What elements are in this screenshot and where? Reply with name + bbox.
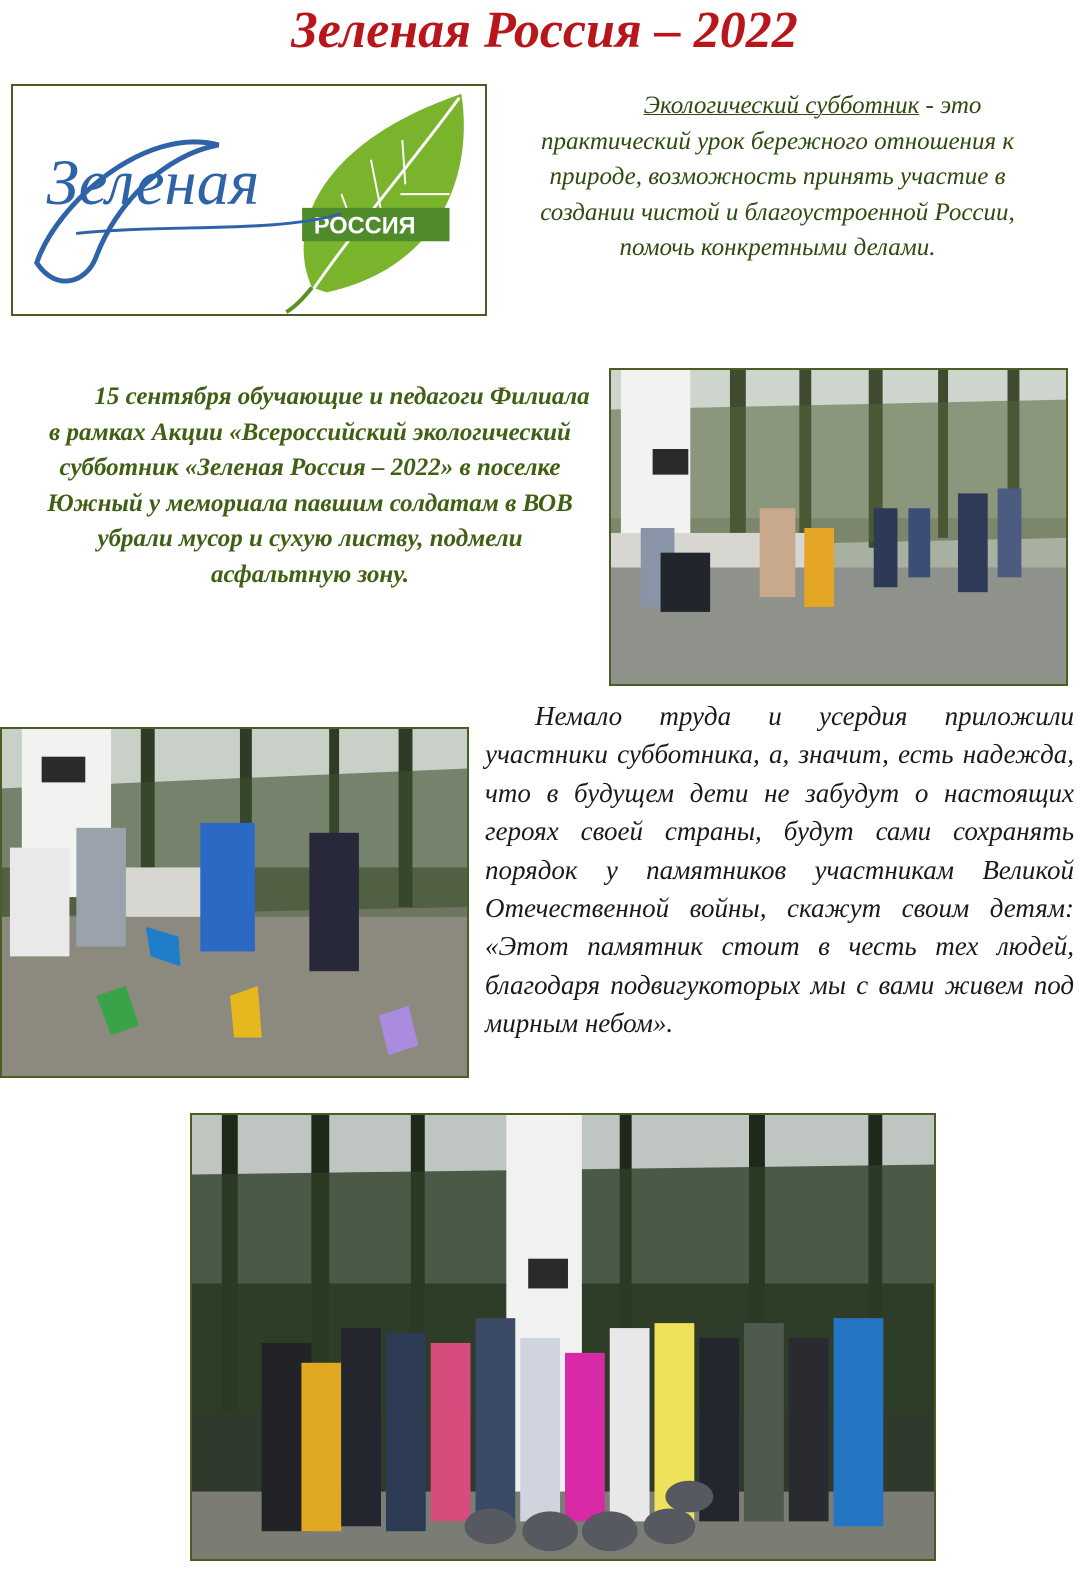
photo-group-at-memorial	[190, 1113, 936, 1561]
intro-text: - это практический урок бережного отношения к природе, возможность принять участие в создании чистой и благоустроенной России, помочь конкретными делами.	[540, 92, 1015, 261]
logo-badge-text: РОССИЯ	[313, 212, 416, 239]
conclusion-paragraph	[485, 697, 1074, 1043]
conclusion-text: Немало труда и усердия приложили участники субботника, а, значит, есть надежда, что в будущем дети не забудут о настоящих героях своей страны, будут сами сохранять порядок у памятников участникам Великой Отечественной войны, скажут своим детям: «Этот памятник стоит в честь тех людей, благодаря подвигукоторых мы с вами живем под мирным небом».	[485, 701, 1074, 1039]
photo-students-sweeping	[0, 727, 469, 1078]
photo-memorial-cleanup	[609, 368, 1068, 686]
logo-script-text: Зеленая	[46, 146, 260, 219]
intro-lead: Экологический субботник	[643, 92, 920, 119]
zelenaya-rossiya-logo	[13, 86, 487, 314]
logo-frame	[11, 84, 487, 316]
page-title: Зеленая Россия – 2022	[291, 2, 798, 59]
intro-paragraph	[505, 88, 1050, 266]
event-paragraph	[28, 379, 592, 592]
event-text: 15 сентября обучающие и педагоги Филиала в рамках Акции «Всероссийский экологический субботник «Зеленая Россия – 2022» в поселке Южный у мемориала павшим солдатам в ВОВ убрали мусор и сухую листву, подмели асфальтную зону.	[47, 383, 590, 588]
